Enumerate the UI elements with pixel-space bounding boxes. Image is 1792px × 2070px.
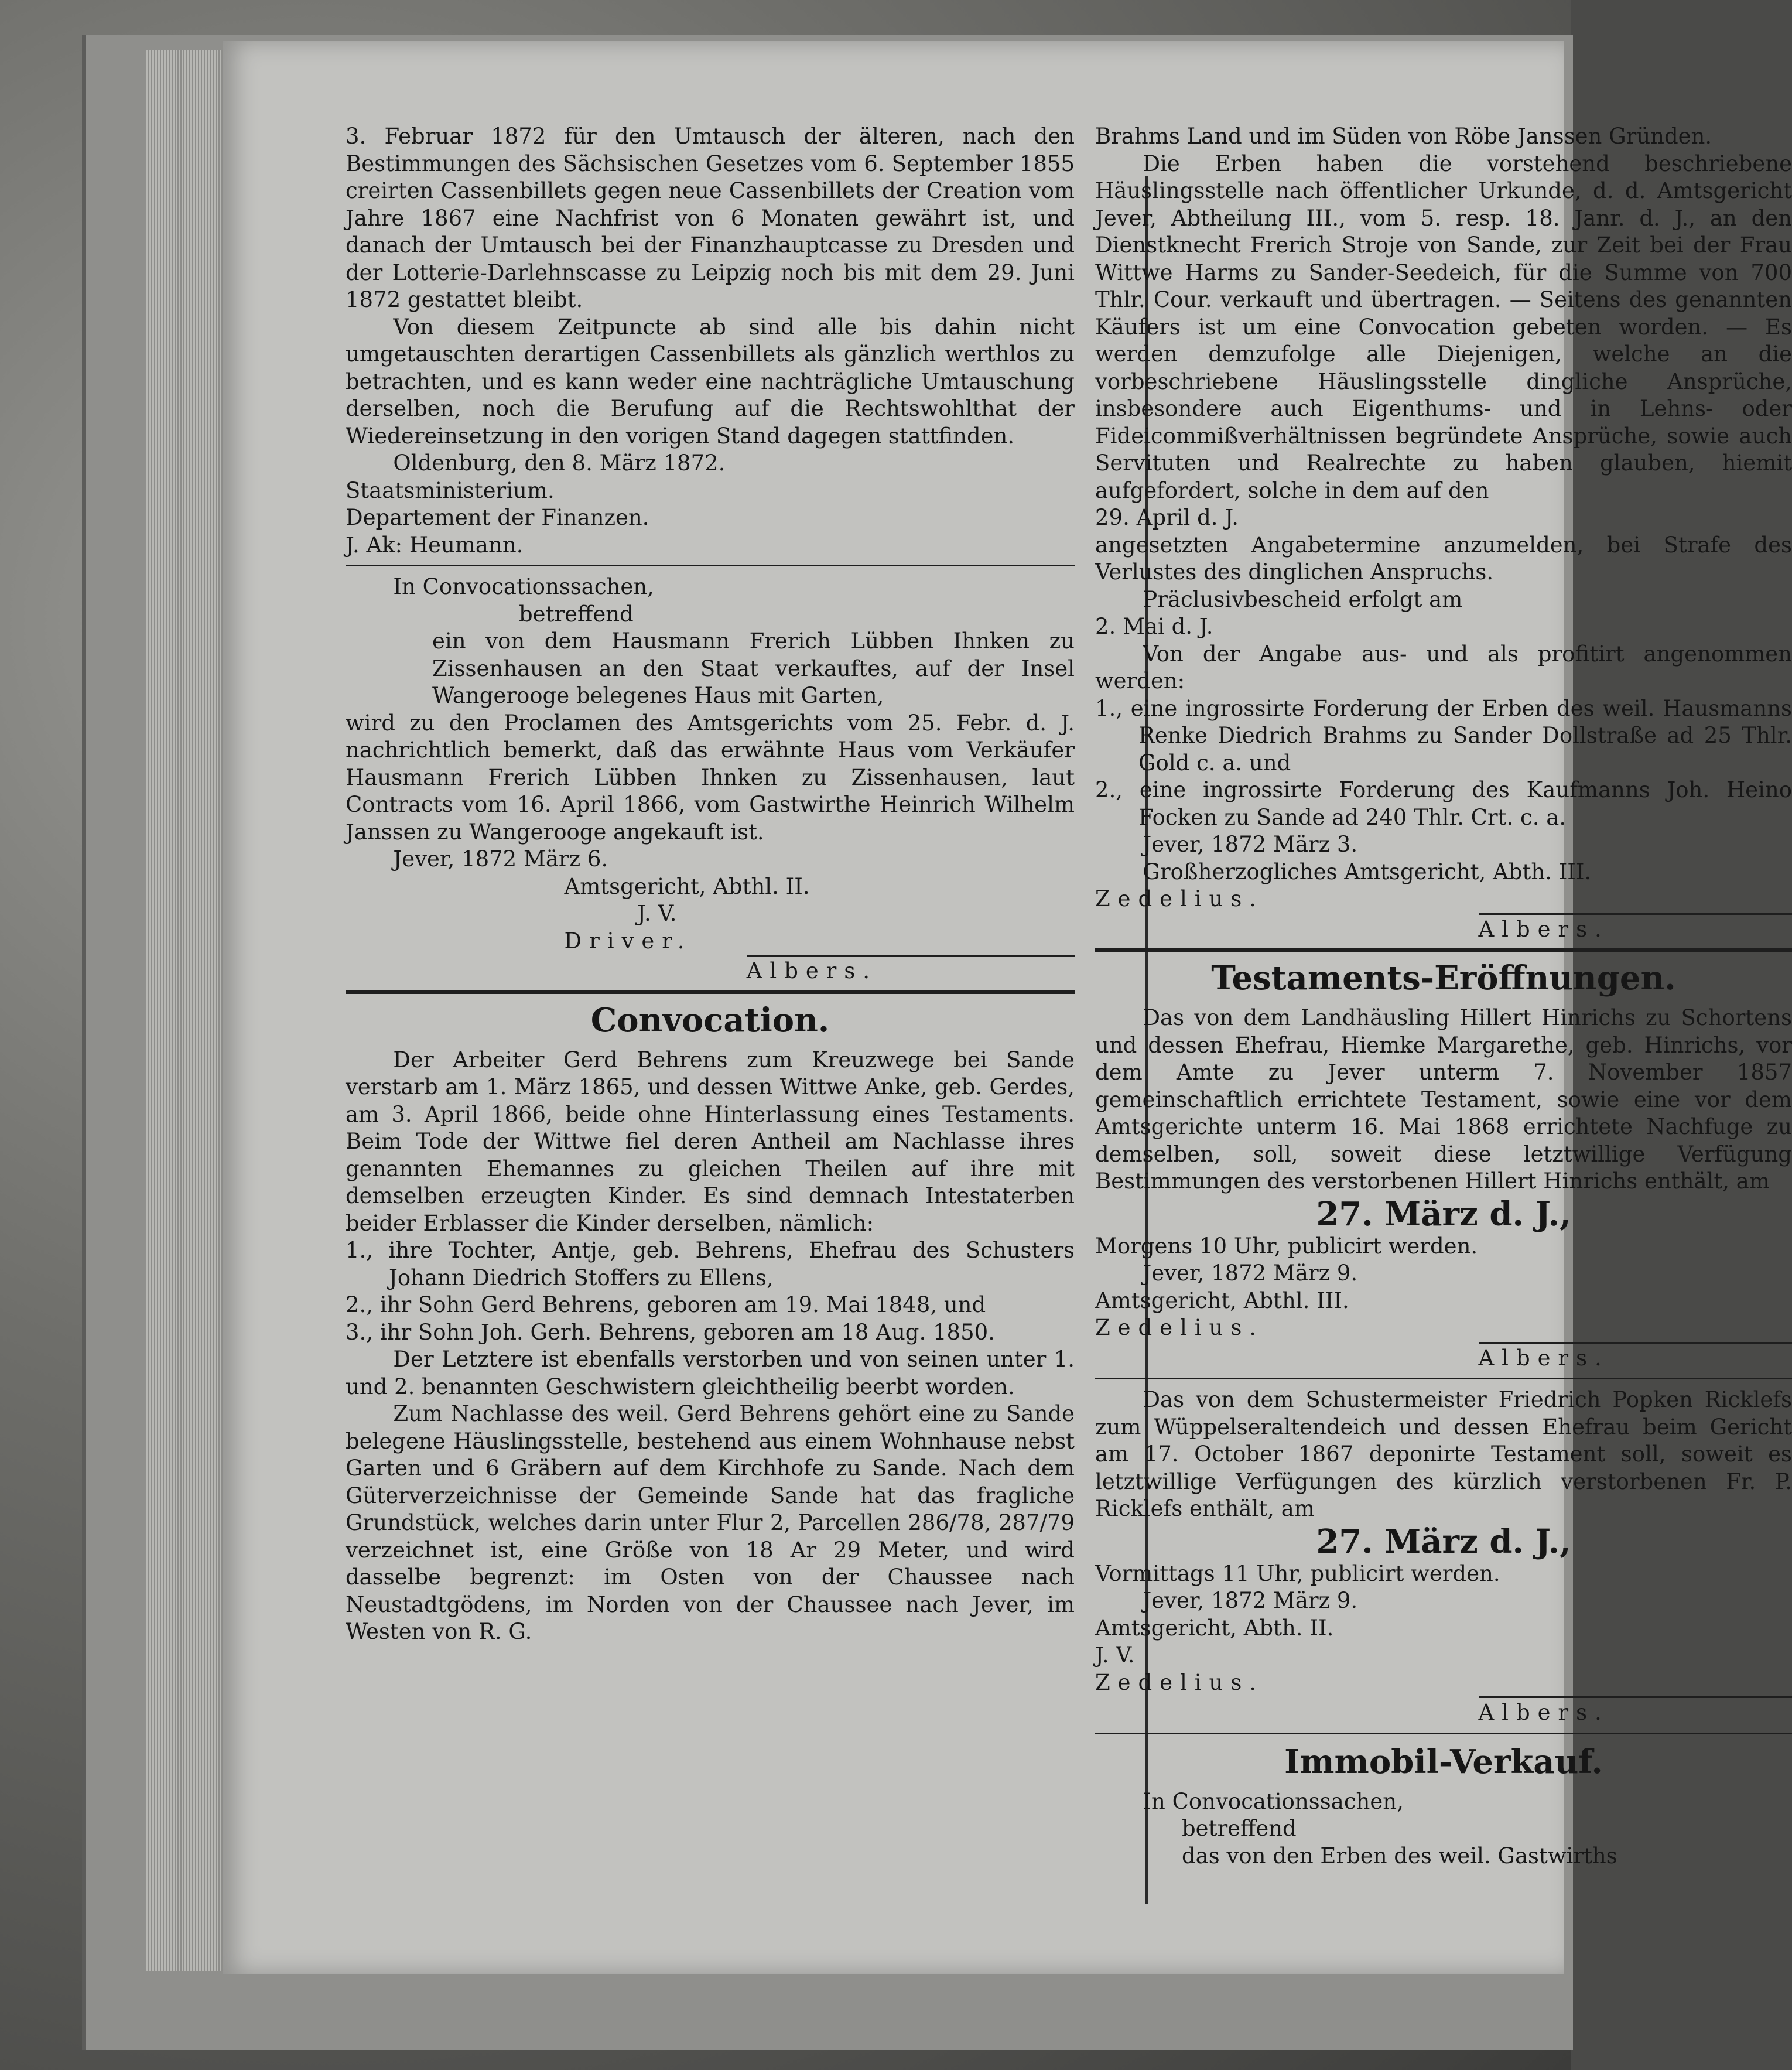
angabe-line: Von der Angabe aus- und als profitirt angenommen werden: [1095, 641, 1792, 694]
page-stack [146, 50, 228, 1971]
convocation-body: wird zu den Proclamen des Amtsgerichts vom 25. Febr. d. J. nachrichtlich bemerkt, daß das erwähnte Haus vom Verkäufer Hausmann Frerich Lübben Ihnken zu Zissenhausen, laut Contracts vom 16. April 1866, vom Gastwirthe Heinrich Wilhelm Janssen zu Wangerooge angekauft ist. [346, 710, 1075, 845]
testament-time-2: Vormittags 11 Uhr, publicirt werden. [1095, 1560, 1500, 1586]
name-rule [1479, 1696, 1792, 1727]
name-albers-2: Albers. [1478, 916, 1609, 942]
date-line-2: Jever, 1872 März 3. [1143, 832, 1358, 857]
ministry: Staatsministerium. [346, 477, 555, 503]
jv-line-2: J. V. [1095, 1642, 1135, 1668]
signature: J. Ak: Heumann. [346, 532, 524, 558]
praeclusiv-line: Präclusivbescheid erfolgt am [1143, 586, 1463, 612]
big-date-2: 27. März d. J., [1316, 1522, 1571, 1561]
section-rule [1095, 1733, 1792, 1734]
right-column [1095, 123, 1792, 1870]
convocation-intro: In Convocationssachen, [393, 574, 654, 599]
continuation-paragraph-1: Brahms Land und im Süden von Röbe Janssen Gründen. [1095, 124, 1712, 149]
name-zedelius-1: Zedelius. [1095, 886, 1264, 911]
department: Departement der Finanzen. [346, 505, 649, 530]
convocation-paragraph-2: Der Letztere ist ebenfalls verstorben und von seinen unter 1. und 2. benannten Geschwistern gleichtheilig beerbt worden. [346, 1347, 1075, 1399]
heir-item: 3., ihr Sohn Joh. Gerh. Behrens, geboren am 18 Aug. 1850. [346, 1319, 995, 1345]
name-albers-4: Albers. [1478, 1700, 1609, 1725]
heading-testament: Testaments-Eröffnungen. [1211, 959, 1676, 998]
heir-item: 2., ihr Sohn Gerd Behrens, geboren am 19. Mai 1848, und [346, 1292, 986, 1317]
court-line-2: Großherzogliches Amtsgericht, Abth. III. [1143, 859, 1592, 884]
court-line-1: Amtsgericht, Abthl. II. [564, 873, 810, 899]
name-rule [1479, 913, 1792, 944]
name-rule [747, 955, 1075, 985]
testament-paragraph-2: Das von dem Schustermeister Friedrich Popken Ricklefs zum Wüppelseraltendeich und dessen Ehefrau beim Gericht am 17. October 1867 deponirte Testament soll, soweit es letztwillige Verfügungen des kürzlich verstorbenen Fr. P. Ricklefs enthält, am [1095, 1387, 1792, 1521]
heading-convocation: Convocation. [590, 1000, 830, 1040]
claim-item: 2., eine ingrossirte Forderung des Kaufmanns Joh. Heino Focken zu Sande ad 240 Thlr. Crt. c. a. [1095, 777, 1792, 830]
deadline-date: 29. April d. J. [1095, 505, 1239, 530]
claim-item: 1., eine ingrossirte Forderung der Erben des weil. Hausmanns Renke Diedrich Brahms zu Sander Dollstraße ad 25 Thlr. Gold c. a. und [1095, 695, 1792, 776]
court-line-3: Amtsgericht, Abthl. III. [1095, 1287, 1349, 1313]
heading-immobil: Immobil-Verkauf. [1284, 1742, 1603, 1781]
name-rule [1479, 1342, 1792, 1372]
name-zedelius-3: Zedelius. [1095, 1669, 1264, 1695]
immobil-betreffend: betreffend [1182, 1816, 1297, 1841]
date-line-4: Jever, 1872 März 9. [1143, 1588, 1358, 1613]
betreffend-label: betreffend [519, 601, 634, 627]
immobil-subject: das von den Erben des weil. Gastwirths [1182, 1843, 1617, 1869]
immobil-intro: In Convocationssachen, [1143, 1788, 1404, 1814]
name-zedelius-2: Zedelius. [1095, 1315, 1264, 1340]
name-albers-3: Albers. [1478, 1345, 1609, 1371]
intro-paragraph: 3. Februar 1872 für den Umtausch der älteren, nach den Bestimmungen des Sächsischen Gesetzes vom 6. September 1855 creirten Cassenbillets gegen neue Cassenbillets der Creation vom Jahre 1867 eine Nachfrist von 6 Monaten gewährt ist, und danach der Umtausch bei der Finanzhauptcasse zu Dresden und der Lotterie-Darlehnscasse zu Leipzig noch bis mit dem 29. Juni 1872 gestattet bleibt. [346, 124, 1075, 312]
section-rule [346, 565, 1075, 566]
left-column [346, 123, 1075, 1646]
section-rule-thick [1095, 948, 1792, 952]
jv-line-1: J. V. [637, 901, 677, 926]
name-driver: Driver. [564, 928, 692, 954]
newspaper-page [223, 41, 1792, 1974]
testament-paragraph-1: Das von dem Landhäusling Hillert Hinrichs zu Schortens und dessen Ehefrau, Hiemke Margarethe, geb. Hinrichs, vor dem Amte zu Jever unterm 7. November 1857 gemeinschaftlich errichtete Testament, sowie eine vor dem Amtsgerichte unterm 16. Mai 1868 errichtete Nachfuge zu demselben, soll, soweit diese letztwillige Verfügung Bestimmungen des verstorbenen Hillert Hinrichs enthält, am [1095, 1005, 1792, 1194]
testament-time-1: Morgens 10 Uhr, publicirt werden. [1095, 1233, 1478, 1259]
place-date: Oldenburg, den 8. März 1872. [393, 450, 726, 476]
heir-item: 1., ihre Tochter, Antje, geb. Behrens, Ehefrau des Schusters Johann Diedrich Stoffers zu Ellens, [346, 1238, 1075, 1290]
continuation-paragraph-2: Die Erben haben die vorstehend beschriebene Häuslingsstelle nach öffentlicher Urkunde, d. d. Amtsgericht Jever, Abtheilung III., vom 5. resp. 18. Janr. d. J., an den Dienstknecht Frerich Stroje von Sande, zur Zeit bei der Frau Wittwe Harms zu Sander-Seedeich, für die Summe von 700 Thlr. Cour. verkauft und übertragen. — Seitens des genannten Käufers ist um eine Convocation gebeten worden. — Es werden demzufolge alle Diejenigen, welche an die vorbeschriebene Häuslingsstelle dingliche Ansprüche, insbesondere auch Eigenthums- und in Lehns- oder Fideicommißverhältnissen begründete Ansprüche, sowie auch Servituten und Realrechte zu haben glauben, hiemit aufgefordert, solche in dem auf den [1095, 151, 1792, 503]
name-albers-1: Albers. [746, 958, 877, 983]
convocation-paragraph-1: Der Arbeiter Gerd Behrens zum Kreuzwege bei Sande verstarb am 1. März 1865, und dessen Wittwe Anke, geb. Gerdes, am 3. April 1866, beide ohne Hinterlassung eines Testaments. Beim Tode der Wittwe fiel deren Antheil am Nachlasse ihres genannten Ehemannes zu gleichen Theilen auf ihre mit demselben erzeugten Kinder. Es sind demnach Intestaterben beider Erblasser die Kinder derselben, nämlich: [346, 1047, 1075, 1236]
convocation-subject: ein von dem Hausmann Frerich Lübben Ihnken zu Zissenhausen an den Staat verkauftes, auf der Insel Wangerooge belegenes Haus mit Garten, [432, 628, 1075, 708]
section-rule-thick [346, 990, 1075, 994]
date-line-1: Jever, 1872 März 6. [393, 846, 608, 872]
continuation-paragraph-3: angesetzten Angabetermine anzumelden, bei Strafe des Verlustes des dinglichen Anspruchs. [1095, 532, 1792, 585]
big-date-1: 27. März d. J., [1316, 1194, 1571, 1234]
section-rule [1095, 1378, 1792, 1379]
praeclusiv-date: 2. Mai d. J. [1095, 614, 1213, 639]
court-line-4: Amtsgericht, Abth. II. [1095, 1615, 1334, 1641]
second-paragraph: Von diesem Zeitpuncte ab sind alle bis dahin nicht umgetauschten derartigen Cassenbillets als gänzlich werthlos zu betrachten, und es kann weder eine nachträgliche Umtauschung derselben, noch die Berufung auf die Rechtswohlthat der Wiedereinsetzung in den vorigen Stand dagegen stattfinden. [346, 314, 1075, 449]
convocation-paragraph-3: Zum Nachlasse des weil. Gerd Behrens gehört eine zu Sande belegene Häuslingsstelle, bestehend aus einem Wohnhause nebst Garten und 6 Gräbern auf dem Kirchhofe zu Sande. Nach dem Güterverzeichnisse der Gemeinde Sande hat das fragliche Grundstück, welches darin unter Flur 2, Parcellen 286/78, 287/79 verzeichnet ist, eine Größe von 18 Ar 29 Meter, und wird dasselbe begrenzt: im Osten von der Chaussee nach Neustadtgödens, im Norden von der Chaussee nach Jever, im Westen von R. G. [346, 1401, 1075, 1644]
date-line-3: Jever, 1872 März 9. [1143, 1261, 1358, 1286]
